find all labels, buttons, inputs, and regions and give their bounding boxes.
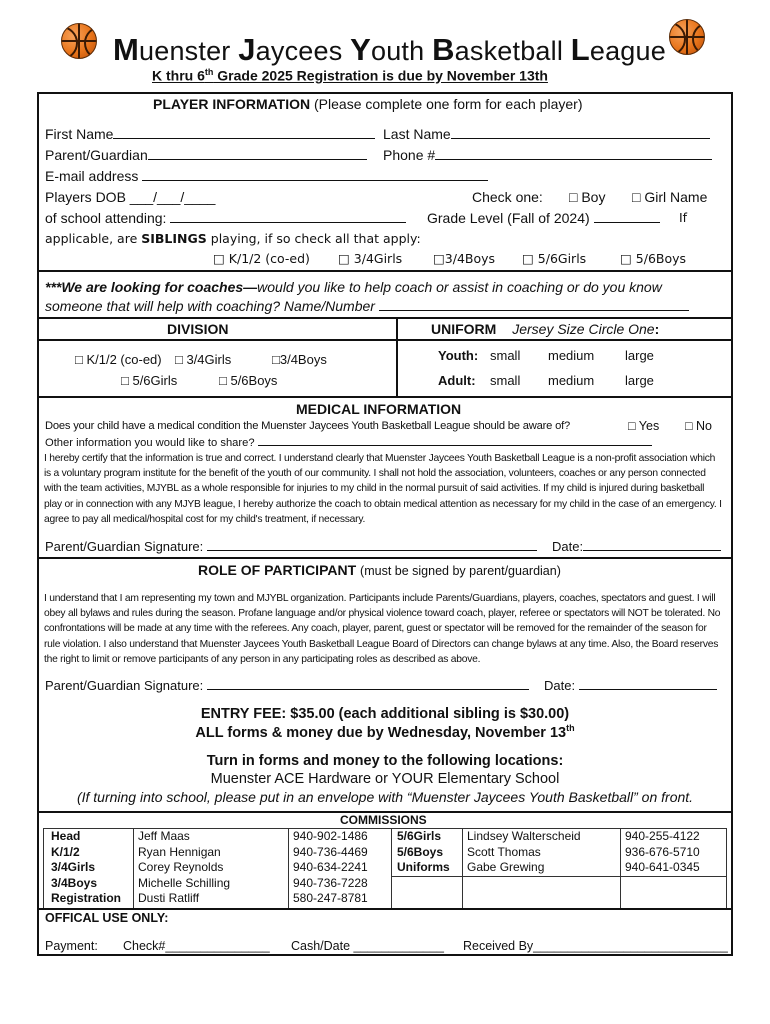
sibling-option-k12[interactable]: □ K/1/2 (co-ed): [213, 251, 310, 266]
grid-line: [391, 876, 726, 877]
envelope-instruction: (If turning into school, please put in an envelope with “Muenster Jaycees Youth Basketball” on front.: [76, 789, 694, 805]
commission-role: Registration: [51, 891, 122, 906]
entry-fee: ENTRY FEE: $35.00 (each additional sibling is $30.00): [200, 706, 570, 722]
medical-other-field[interactable]: Other information you would like to share?: [45, 435, 652, 449]
medical-yes-checkbox[interactable]: □ Yes: [628, 419, 660, 433]
first-name-field[interactable]: First Name: [45, 126, 375, 142]
commission-role: 5/6Girls: [397, 829, 442, 843]
divider: [37, 317, 733, 319]
division-heading: DIVISION: [167, 321, 229, 337]
commissioner-name: Michelle Schilling: [138, 875, 231, 890]
adult-size-large[interactable]: large: [625, 373, 654, 388]
uniform-heading: UNIFORM Jersey Size Circle One:: [431, 321, 660, 337]
medical-waiver-text: I hereby certify that the information is true and correct. I understand clearly that Muenster Jaycees Youth Basketball League is a non-profit association which is a voluntary program institute for the benefit of the youth of our community. I shall not hold the association, volunteers, coaches or any person connected with the team activities, MJYBL as a whole responsible for injuries to my child in the normal pursuit of said activities. If my child is injured during basketball play or in connection with any MJYB league, I hereby authorize the coach to obtain medical attention as necessary for my child in the case of an emergency. I agree to pay all medical/hospital cost for my child's treatment, if necessary.: [44, 453, 722, 525]
medical-no-checkbox[interactable]: □ No: [685, 419, 713, 433]
girl-checkbox[interactable]: □ Girl Name: [632, 189, 708, 205]
youth-label: Youth:: [438, 348, 479, 363]
youth-size-small[interactable]: small: [490, 348, 521, 363]
registration-deadline: K thru 6th Grade 2025 Registration is due by November 13th: [152, 67, 548, 84]
divider: [37, 270, 733, 272]
commissioner-phone: 936-676-5710: [625, 844, 700, 859]
commissioner-phone: 940-255-4122: [625, 829, 700, 843]
role-participant-text: I understand that I am representing my town and MJYBL organization. Participants include Parents/Guardians, players, coaches, spectators and guest. I will obey all bylaws and rules during the season. Profane language and/or physical violence toward coach, player, referee or spectators will NOT be tolerated. No confrontations will be made at any time with the referees. Any coach, player, parent, guest or spectator will be removed for the remainder of the season for rule violation. I also understand that Muenster Jaycees Youth Basketball League Board of Directors can change bylaws at any time. Also, the Board reserves the right to limit or remove participants of any person in any participating roles as described as above.: [44, 593, 721, 665]
divider-vertical: [396, 317, 398, 397]
last-name-field[interactable]: Last Name: [383, 126, 710, 142]
commission-role: K/1/2: [51, 844, 80, 859]
commissions-heading: COMMISSIONS: [340, 813, 427, 827]
adult-size-medium[interactable]: medium: [548, 373, 595, 388]
commission-role: 5/6Boys: [397, 844, 444, 859]
divider: [37, 908, 733, 910]
commission-role: 3/4Boys: [51, 875, 98, 890]
commissioner-name: Ryan Hennigan: [138, 844, 221, 859]
sibling-option-34boys[interactable]: □3/4Boys: [433, 251, 496, 266]
adult-size-small[interactable]: small: [490, 373, 521, 388]
commission-names-right: [467, 829, 581, 876]
boy-checkbox[interactable]: □ Boy: [569, 189, 606, 205]
sibling-option-56boys[interactable]: □ 5/6Boys: [620, 251, 687, 266]
basketball-icon-left: [61, 23, 97, 59]
player-info-heading: PLAYER INFORMATION (Please complete one form for each player): [153, 96, 583, 112]
grid-line: [288, 828, 289, 908]
medical-date-field[interactable]: Date:: [552, 538, 721, 554]
commissioner-name: Jeff Maas: [138, 829, 190, 843]
official-use-heading: OFFICAL USE ONLY:: [45, 911, 169, 925]
grid-line: [462, 828, 463, 908]
if-label: If: [679, 210, 688, 225]
role-date-field[interactable]: Date:: [544, 677, 717, 693]
commissioner-phone: 580-247-8781: [293, 891, 368, 906]
divider: [37, 557, 733, 559]
coach-name-number-field[interactable]: someone that will help with coaching? Name/Number: [45, 298, 689, 314]
division-option-34girls[interactable]: □ 3/4Girls: [175, 352, 232, 367]
role-heading: ROLE OF PARTICIPANT (must be signed by parent/guardian): [198, 562, 561, 578]
turn-in-locations: Muenster ACE Hardware or YOUR Elementary School: [210, 771, 560, 787]
check-number-field[interactable]: Check#_______________: [123, 939, 270, 953]
commission-phones-right: [625, 829, 700, 876]
commissioner-name: Corey Reynolds: [138, 860, 224, 875]
division-option-34boys[interactable]: □3/4Boys: [272, 352, 327, 367]
role-signature-field[interactable]: Parent/Guardian Signature:: [45, 677, 529, 693]
siblings-question: applicable, are SIBLINGS playing, if so check all that apply:: [45, 231, 421, 246]
commissioner-phone: 940-736-7228: [293, 875, 368, 890]
school-field[interactable]: of school attending:: [45, 210, 406, 226]
grid-line: [726, 828, 727, 908]
medical-condition-question: Does your child have a medical condition the Muenster Jaycees Youth Basketball League should be aware of?: [45, 420, 571, 432]
commission-role: Uniforms: [397, 860, 450, 875]
adult-label: Adult:: [438, 373, 476, 388]
due-date: ALL forms & money due by Wednesday, November 13th: [195, 723, 575, 741]
grid-line: [43, 828, 727, 829]
grid-line: [391, 828, 392, 908]
grid-line: [620, 828, 621, 908]
commissioner-name: Scott Thomas: [467, 844, 541, 859]
basketball-icon-right: [669, 19, 705, 55]
division-option-56girls[interactable]: □ 5/6Girls: [121, 373, 178, 388]
commission-roles-left: [51, 829, 121, 907]
commission-names-left: [138, 829, 230, 907]
grid-line: [133, 828, 134, 908]
youth-size-large[interactable]: large: [625, 348, 654, 363]
divider: [37, 396, 733, 398]
league-title: Muenster Jaycees Youth Basketball League: [113, 32, 666, 67]
commission-phones-left: [293, 829, 368, 907]
phone-field[interactable]: Phone #: [383, 147, 712, 163]
payment-label: Payment:: [45, 939, 98, 953]
division-option-k12[interactable]: □ K/1/2 (co-ed): [75, 352, 162, 367]
commission-roles-right: [397, 829, 450, 876]
commissioner-phone: 940-736-4469: [293, 844, 368, 859]
sibling-option-56girls[interactable]: □ 5/6Girls: [522, 251, 587, 266]
commission-role: Head: [51, 829, 81, 843]
dob-field[interactable]: Players DOB ___/___/____: [45, 189, 216, 205]
divider: [37, 339, 733, 341]
commissioner-phone: 940-641-0345: [625, 860, 700, 875]
medical-signature-field[interactable]: Parent/Guardian Signature:: [45, 538, 537, 554]
commissioner-name: Gabe Grewing: [467, 860, 545, 875]
email-field[interactable]: E-mail address: [45, 168, 488, 184]
medical-heading: MEDICAL INFORMATION: [296, 401, 462, 417]
grade-level-field[interactable]: Grade Level (Fall of 2024): [427, 210, 660, 226]
grid-line: [43, 828, 44, 908]
parent-guardian-field[interactable]: Parent/Guardian: [45, 147, 367, 163]
commission-role: 3/4Girls: [51, 860, 96, 875]
sibling-option-34girls[interactable]: □ 3/4Girls: [338, 251, 403, 266]
youth-size-medium[interactable]: medium: [548, 348, 595, 363]
commissioner-name: Lindsey Walterscheid: [467, 829, 581, 843]
coach-question: ***We are looking for coaches—would you like to help coach or assist in coaching or do you know: [45, 279, 662, 295]
commissioner-phone: 940-634-2241: [293, 860, 368, 875]
check-one-label: Check one:: [472, 189, 543, 205]
division-option-56boys[interactable]: □ 5/6Boys: [219, 373, 278, 388]
cash-date-field[interactable]: Cash/Date _____________: [291, 939, 444, 953]
commissioner-phone: 940-902-1486: [293, 829, 368, 843]
turn-in-heading: Turn in forms and money to the following locations:: [206, 753, 564, 769]
received-by-field[interactable]: Received By____________________________: [463, 939, 728, 953]
commissioner-name: Dusti Ratliff: [138, 891, 200, 906]
